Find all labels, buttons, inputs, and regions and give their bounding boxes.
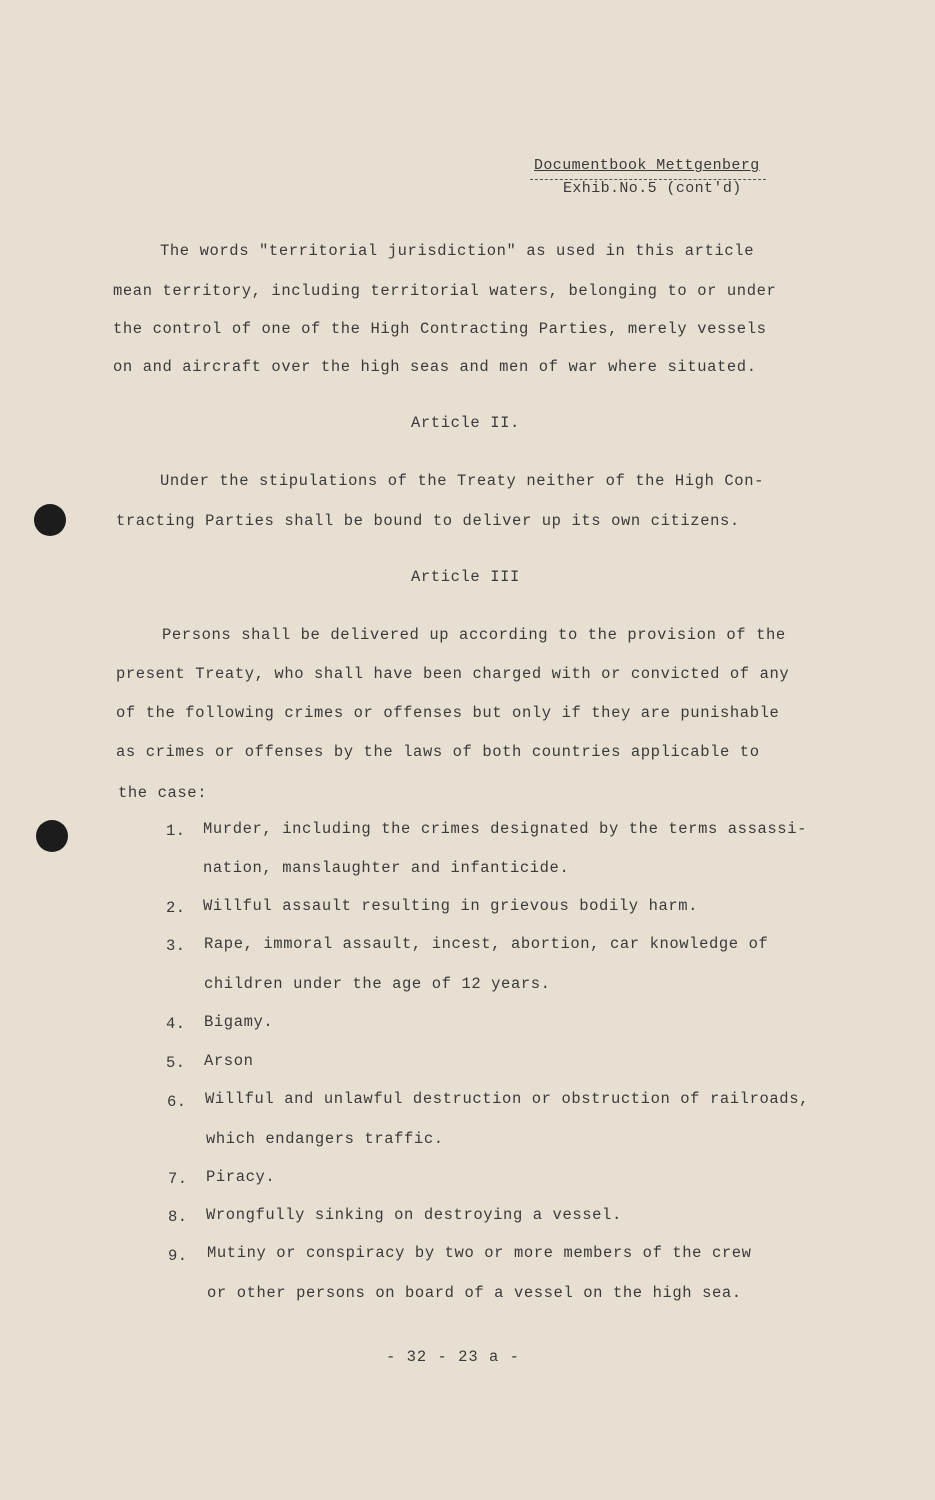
article-2-line-2: tracting Parties shall be bound to deliver up its own citizens. [116, 512, 740, 530]
crime-8-number: 8. [168, 1208, 188, 1226]
crime-8-line-1: Wrongfully sinking on destroying a vessel. [206, 1206, 622, 1224]
crime-1-line-1: Murder, including the crimes designated by the terms assassi- [203, 820, 807, 838]
crime-7-line-1: Piracy. [206, 1168, 276, 1186]
crime-3-line-1: Rape, immoral assault, incest, abortion, car knowledge of [204, 935, 769, 953]
article-2-heading: Article II. [411, 414, 520, 432]
crime-7-number: 7. [168, 1170, 188, 1188]
crime-1-line-2: nation, manslaughter and infanticide. [203, 859, 570, 877]
crime-3-number: 3. [166, 937, 186, 955]
article-2-line-1: Under the stipulations of the Treaty neither of the High Con- [160, 472, 764, 490]
article-3-line-5: the case: [118, 784, 208, 802]
crime-6-line-1: Willful and unlawful destruction or obstruction of railroads, [205, 1090, 809, 1108]
crime-6-number: 6. [167, 1093, 187, 1111]
crime-9-line-1: Mutiny or conspiracy by two or more members of the crew [207, 1244, 752, 1262]
intro-line-2: mean territory, including territorial waters, belonging to or under [113, 282, 777, 300]
crime-3-line-2: children under the age of 12 years. [204, 975, 551, 993]
punch-hole-bottom [36, 820, 68, 852]
article-3-heading: Article III [411, 568, 520, 586]
crime-4-line-1: Bigamy. [204, 1013, 274, 1031]
crime-9-number: 9. [168, 1247, 188, 1265]
article-3-line-4: as crimes or offenses by the laws of both countries applicable to [116, 743, 760, 761]
crime-5-number: 5. [166, 1054, 186, 1072]
article-3-line-1: Persons shall be delivered up according to the provision of the [162, 626, 786, 644]
intro-line-1: The words "territorial jurisdiction" as used in this article [160, 242, 755, 260]
article-3-line-2: present Treaty, who shall have been charged with or convicted of any [116, 665, 790, 683]
crime-1-number: 1. [166, 822, 186, 840]
punch-hole-top [34, 504, 66, 536]
header-documentbook: Documentbook Mettgenberg [534, 157, 760, 174]
crime-2-line-1: Willful assault resulting in grievous bodily harm. [203, 897, 699, 915]
header-exhibit: Exhib.No.5 (cont'd) [563, 180, 742, 197]
intro-line-4: on and aircraft over the high seas and men of war where situated. [113, 358, 757, 376]
crime-2-number: 2. [166, 899, 186, 917]
crime-5-line-1: Arson [204, 1052, 254, 1070]
article-3-line-3: of the following crimes or offenses but only if they are punishable [116, 704, 780, 722]
page-number-footer: - 32 - 23 a - [386, 1348, 520, 1366]
intro-line-3: the control of one of the High Contracting Parties, merely vessels [113, 320, 767, 338]
crime-9-line-2: or other persons on board of a vessel on the high sea. [207, 1284, 742, 1302]
crime-6-line-2: which endangers traffic. [206, 1130, 444, 1148]
crime-4-number: 4. [166, 1015, 186, 1033]
